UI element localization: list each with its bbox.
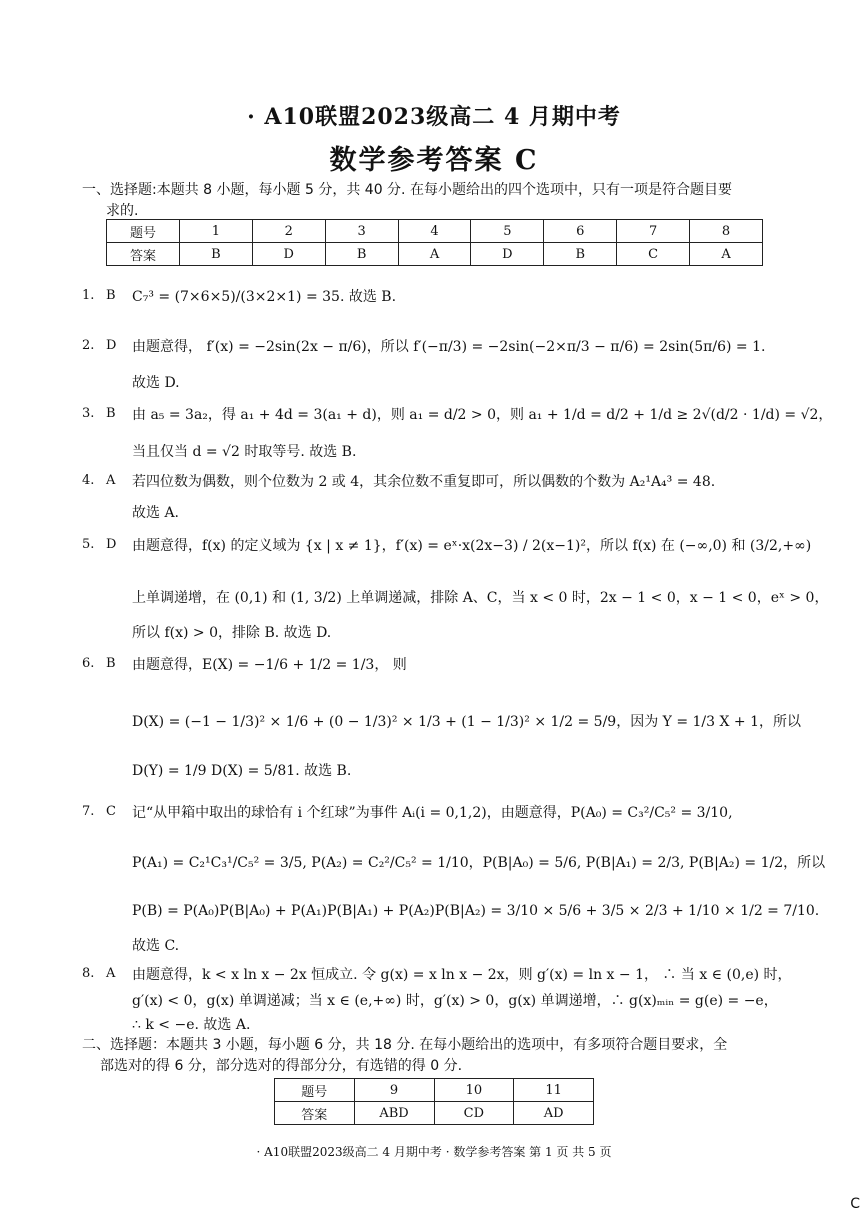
table-cell: 7 <box>617 220 690 243</box>
table-cell: ABD <box>354 1102 434 1125</box>
section-2-instructions <box>82 1035 788 1077</box>
table-cell: B <box>544 243 617 266</box>
solution-line: 由题意得，E(X) = −1/6 + 1/2 = 1/3， 则 <box>132 657 407 673</box>
table-cell: 11 <box>514 1079 594 1102</box>
section-2-intro-line-2: 部选对的得 6 分，部分选对的得部分分，有选错的得 0 分. <box>100 1058 463 1074</box>
solution-line: 故选 A. <box>132 505 180 521</box>
solution-number: 1. <box>82 288 95 303</box>
solution-line: 上单调递增，在 (0,1) 和 (1, 3/2) 上单调递减，排除 A、C，当 x < 0 时，2x − 1 < 0，x − 1 < 0，eˣ > 0， <box>132 590 829 606</box>
section-1-answer-table <box>106 219 763 266</box>
solution-number: 7. <box>82 804 95 819</box>
solution-line: 由 a₅ = 3a₂，得 a₁ + 4d = 3(a₁ + d)，则 a₁ = d/2 > 0，则 a₁ + 1/d = d/2 + 1/d ≥ 2√(d/2 · 1/d) = √2， <box>132 407 833 423</box>
solution-line: 当且仅当 d = √2 时取等号. 故选 B. <box>132 444 357 460</box>
solution-number: 5. <box>82 537 95 552</box>
table-cell: B <box>325 243 398 266</box>
solution-answer-letter: A <box>106 966 116 981</box>
solution-line: D(Y) = 1/9 D(X) = 5/81. 故选 B. <box>132 763 352 779</box>
solution-number: 6. <box>82 656 95 671</box>
table-cell: A <box>398 243 471 266</box>
table-cell: AD <box>514 1102 594 1125</box>
exam-title: · A10联盟2023级高二 4 月期中考 <box>247 104 621 130</box>
solution-line: 故选 D. <box>132 375 180 391</box>
table-header-answer: 答案 <box>275 1102 355 1125</box>
table-row-answers <box>275 1102 594 1125</box>
section-1-intro-line-2: 求的. <box>106 203 139 219</box>
solution-line: P(B) = P(A₀)P(B|A₀) + P(A₁)P(B|A₁) + P(A₂)P(B|A₂) = 3/10 × 5/6 + 3/5 × 2/3 + 1/10 × 1/2 = 7/10. <box>132 903 820 919</box>
solution-line: 由题意得， f′(x) = −2sin(2x − π/6)，所以 f′(−π/3) = −2sin(−2×π/3 − π/6) = 2sin(5π/6) = 1. <box>132 339 766 355</box>
table-row-numbers <box>275 1079 594 1102</box>
solution-line: 由题意得，k < x ln x − 2x 恒成立. 令 g(x) = x ln x − 2x，则 g′(x) = ln x − 1， ∴ 当 x ∈ (0,e) 时， <box>132 967 792 983</box>
solution-answer-letter: B <box>106 656 116 671</box>
section-2-answer-table <box>274 1078 594 1125</box>
solution-line: 记“从甲箱中取出的球恰有 i 个红球”为事件 Aᵢ(i = 0,1,2)，由题意得，P(A₀) = C₃²/C₅² = 3/10, <box>132 805 733 821</box>
table-cell: A <box>690 243 763 266</box>
solution-number: 8. <box>82 966 95 981</box>
page-footer: · A10联盟2023级高二 4 月期中考 · 数学参考答案 第 1 页 共 5 页 <box>256 1145 612 1159</box>
solution-line: 由题意得，f(x) 的定义域为 {x | x ≠ 1}，f′(x) = eˣ·x(2x−3) / 2(x−1)²，所以 f(x) 在 (−∞,0) 和 (3/2,+∞) <box>132 538 812 554</box>
table-cell: 10 <box>434 1079 514 1102</box>
table-header-question-number: 题号 <box>107 220 180 243</box>
table-cell: D <box>471 243 544 266</box>
table-header-question-number: 题号 <box>275 1079 355 1102</box>
solution-line: 若四位数为偶数，则个位数为 2 或 4，其余位数不重复即可，所以偶数的个数为 A₂¹A₄³ = 48. <box>132 474 716 490</box>
table-cell: 9 <box>354 1079 434 1102</box>
table-row-numbers <box>107 220 763 243</box>
table-cell: D <box>252 243 325 266</box>
solution-answer-letter: A <box>106 473 116 488</box>
table-cell: C <box>617 243 690 266</box>
table-row-answers <box>107 243 763 266</box>
solution-line: P(A₁) = C₂¹C₃¹/C₅² = 3/5, P(A₂) = C₂²/C₅² = 1/10，P(B|A₀) = 5/6, P(B|A₁) = 2/3, P(B|A₂) = 1/2，所以 <box>132 855 826 871</box>
table-cell: CD <box>434 1102 514 1125</box>
table-cell: B <box>179 243 252 266</box>
solution-answer-letter: B <box>106 288 116 303</box>
table-cell: 3 <box>325 220 398 243</box>
corner-mark: C <box>850 1196 860 1212</box>
table-cell: 1 <box>179 220 252 243</box>
section-1-instructions <box>82 180 788 222</box>
table-cell: 2 <box>252 220 325 243</box>
solution-line: C₇³ = (7×6×5)/(3×2×1) = 35. 故选 B. <box>132 289 397 305</box>
table-cell: 4 <box>398 220 471 243</box>
table-cell: 5 <box>471 220 544 243</box>
solution-line: g′(x) < 0，g(x) 单调递减；当 x ∈ (e,+∞) 时，g′(x) > 0，g(x) 单调递增，∴ g(x)ₘᵢₙ = g(e) = −e， <box>132 993 778 1009</box>
table-cell: 8 <box>690 220 763 243</box>
solution-answer-letter: D <box>106 338 117 353</box>
section-1-intro-line-1: 一、选择题:本题共 8 小题，每小题 5 分，共 40 分. 在每小题给出的四个选项中，只有一项是符合题目要 <box>82 182 732 198</box>
section-2-intro-line-1: 二、选择题：本题共 3 小题，每小题 6 分，共 18 分. 在每小题给出的选项中，有多项符合题目要求，全 <box>82 1037 728 1053</box>
solution-line: 故选 C. <box>132 938 180 954</box>
table-header-answer: 答案 <box>107 243 180 266</box>
solution-number: 4. <box>82 473 95 488</box>
table-cell: 6 <box>544 220 617 243</box>
solution-line: D(X) = (−1 − 1/3)² × 1/6 + (0 − 1/3)² × 1/3 + (1 − 1/3)² × 1/2 = 5/9，因为 Y = 1/3 X + 1，所以 <box>132 714 802 730</box>
solution-line: 所以 f(x) > 0，排除 B. 故选 D. <box>132 625 332 641</box>
solution-number: 2. <box>82 338 95 353</box>
solution-answer-letter: C <box>106 804 116 819</box>
answer-key-title: 数学参考答案 C <box>329 145 539 176</box>
solution-answer-letter: D <box>106 537 117 552</box>
solution-number: 3. <box>82 406 95 421</box>
solution-answer-letter: B <box>106 406 116 421</box>
solution-line: ∴ k < −e. 故选 A. <box>132 1017 251 1033</box>
